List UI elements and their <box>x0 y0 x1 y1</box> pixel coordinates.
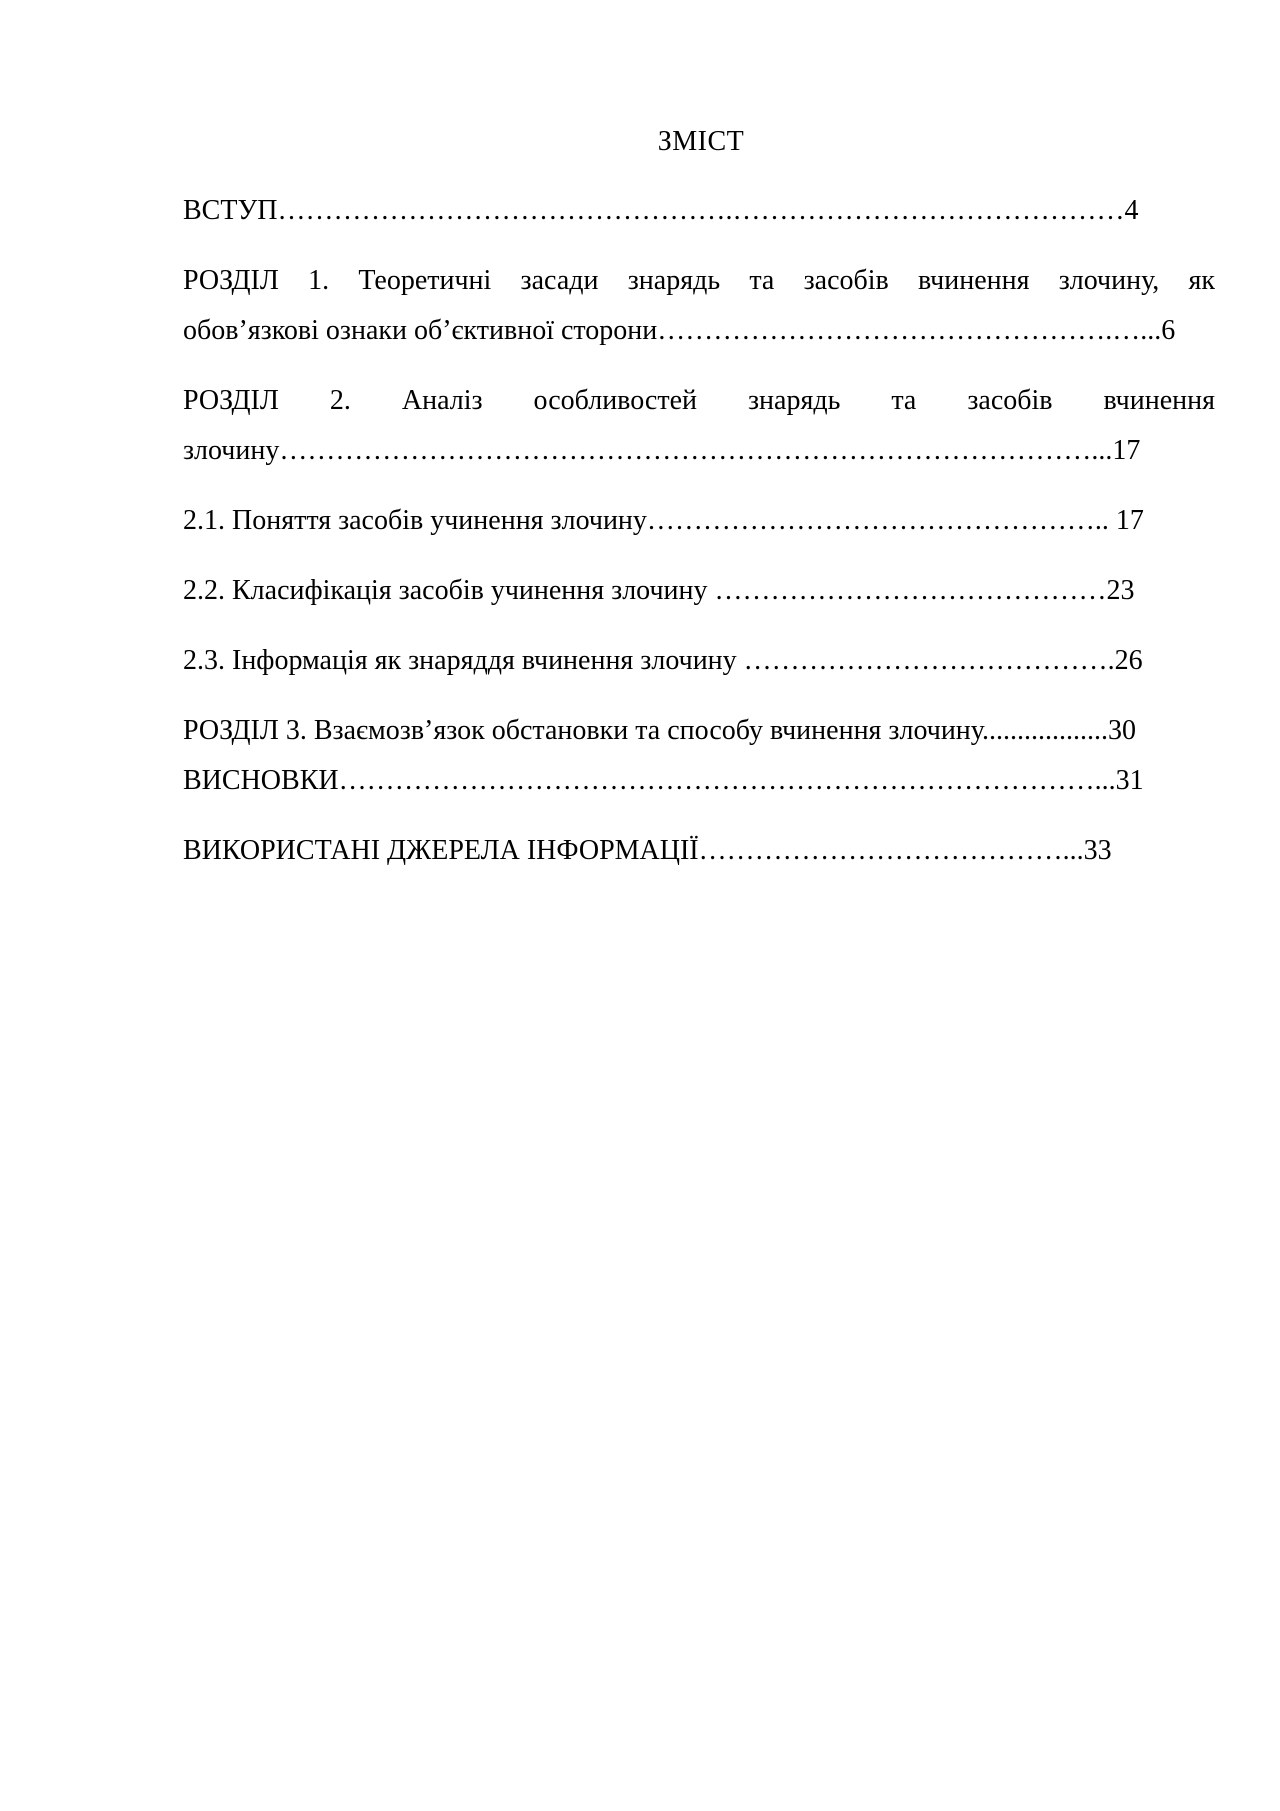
toc-entry-section-2-3: 2.3. Інформація як знаряддя вчинення злочину ………………………………….26 <box>183 645 1143 676</box>
toc-entry-chapter-1 <box>183 256 1215 356</box>
page-title: ЗМІСТ <box>657 126 745 157</box>
toc-entry-chapter-1-line-2: обов’язкові ознаки об’єктивної сторони………………………………………….…...6 <box>183 315 1176 346</box>
toc-entry-intro: ВСТУП………………………………………….……………………………………4 <box>183 195 1139 226</box>
toc-entry-references: ВИКОРИСТАНІ ДЖЕРЕЛА ІНФОРМАЦІЇ…………………………………...33 <box>183 835 1112 866</box>
toc-entry-chapter-2-line-2: злочину……………………………………………………………………………...17 <box>183 435 1141 466</box>
toc-entry-chapter-3: РОЗДІЛ 3. Взаємозв’язок обстановки та способу вчинення злочину..................30 <box>183 715 1136 746</box>
toc-entry-section-2-1: 2.1. Поняття засобів учинення злочину………………………………………….. 17 <box>183 505 1144 536</box>
toc-entry-chapter-1-line-1: РОЗДІЛ 1. Теоретичні засади знарядь та засобів вчинення злочину, як <box>183 265 1215 296</box>
toc-entry-conclusions: ВИСНОВКИ………………………………………………………………………...31 <box>183 765 1144 796</box>
toc-entry-chapter-2-line-1: РОЗДІЛ 2. Аналіз особливостей знарядь та засобів вчинення <box>183 385 1215 416</box>
toc-entry-section-2-2: 2.2. Класифікація засобів учинення злочину ……………………………………23 <box>183 575 1135 606</box>
toc-entry-chapter-2 <box>183 376 1215 476</box>
